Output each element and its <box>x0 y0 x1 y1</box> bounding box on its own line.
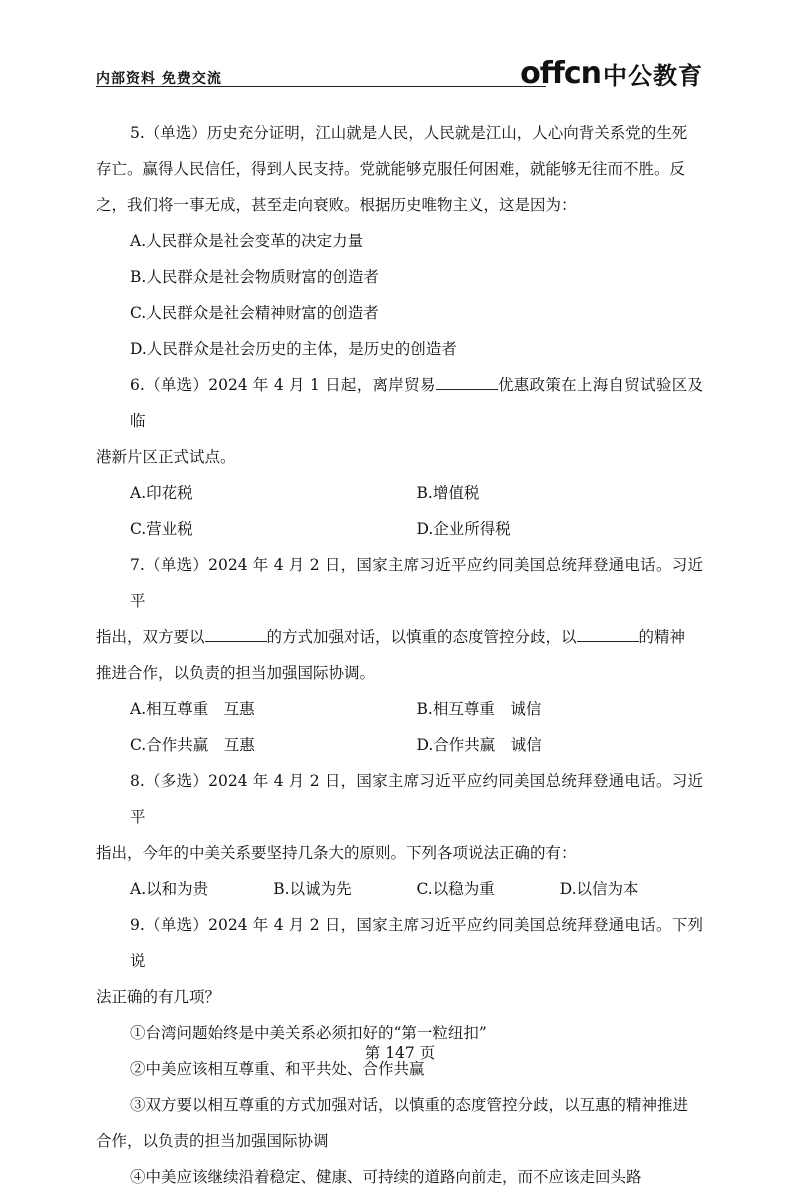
option-b: B.以诚为先 <box>273 880 352 898</box>
question-7-text-b: 的方式加强对话，以慎重的态度管控分歧，以 <box>266 628 577 646</box>
statement-4: ④中美应该继续沿着稳定、健康、可持续的道路向前走，而不应该走回头路 <box>130 1168 642 1186</box>
answer-blank <box>205 627 267 642</box>
option-c: C.以稳为重 <box>416 880 495 898</box>
logo-latin: offcn <box>520 56 601 91</box>
option-b: B.相互尊重 诚信 <box>416 700 542 718</box>
options-row <box>130 691 703 727</box>
logo-chinese: 中公教育 <box>603 62 703 90</box>
question-7 <box>96 547 703 763</box>
question-8 <box>96 763 703 907</box>
option-c: C.营业税 <box>130 520 193 538</box>
offcn-logo <box>520 56 703 91</box>
option-d: D.合作共赢 诚信 <box>416 736 542 754</box>
options-row <box>130 871 703 907</box>
question-7-text-a: 指出，双方要以 <box>96 628 205 646</box>
option-d: D.人民群众是社会历史的主体，是历史的创造者 <box>130 340 457 358</box>
question-6-line-1 <box>130 367 703 439</box>
options-row <box>130 475 703 511</box>
question-6-text-a: 6.（单选）2024 年 4 月 1 日起，离岸贸易 <box>130 376 436 394</box>
option-b: B.增值税 <box>416 484 480 502</box>
options-row <box>130 727 703 763</box>
option-b: B.人民群众是社会物质财富的创造者 <box>130 268 379 286</box>
question-5-line-2: 存亡。赢得人民信任，得到人民支持。党就能够克服任何困难，就能够无往而不胜。反 <box>96 160 686 178</box>
option-d: D.以信为本 <box>559 880 639 898</box>
options-row <box>130 511 703 547</box>
option-c: C.合作共赢 互惠 <box>130 736 255 754</box>
question-7-line-2 <box>96 619 703 655</box>
question-9-line-2: 法正确的有几项？ <box>96 988 221 1006</box>
question-7-text-c: 的精神 <box>638 628 686 646</box>
statement-1: ①台湾问题始终是中美关系必须扣好的“第一粒纽扣” <box>130 1024 487 1042</box>
statement-2: ②中美应该相互尊重、和平共处、合作共赢 <box>130 1060 425 1078</box>
question-7-line-3: 推进合作，以负责的担当加强国际协调。 <box>96 664 376 682</box>
page-header <box>96 56 703 92</box>
statement-3-cont: 合作，以负责的担当加强国际协调 <box>96 1132 329 1150</box>
option-a: A.相互尊重 互惠 <box>130 700 255 718</box>
question-7-line-1: 7.（单选）2024 年 4 月 2 日，国家主席习近平应约同美国总统拜登通电话。习近平 <box>130 556 703 610</box>
header-label: 内部资料 免费交流 <box>96 71 222 87</box>
option-d: D.企业所得税 <box>416 520 511 538</box>
option-c: C.人民群众是社会精神财富的创造者 <box>130 304 379 322</box>
question-6 <box>96 367 703 547</box>
answer-blank <box>436 375 498 390</box>
option-a: A.以和为贵 <box>130 880 209 898</box>
question-6-text-b: 优惠政策在上海自贸试验区及临 <box>130 376 703 430</box>
question-5-line-3: 之，我们将一事无成，甚至走向衰败。根据历史唯物主义，这是因为： <box>96 196 577 214</box>
question-9-line-1: 9.（单选）2024 年 4 月 2 日，国家主席习近平应约同美国总统拜登通电话。下列说 <box>130 916 703 970</box>
page-number: 第 147 页 <box>364 1044 436 1062</box>
statement-3: ③双方要以相互尊重的方式加强对话，以慎重的态度管控分歧，以互惠的精神推进 <box>130 1096 689 1114</box>
question-8-line-2: 指出，今年的中美关系要坚持几条大的原则。下列各项说法正确的有： <box>96 844 577 862</box>
question-5 <box>96 115 703 367</box>
option-a: A.印花税 <box>130 484 193 502</box>
question-5-line-1: 5.（单选）历史充分证明，江山就是人民，人民就是江山，人心向背关系党的生死 <box>130 124 688 142</box>
header-divider <box>96 86 546 87</box>
option-a: A.人民群众是社会变革的决定力量 <box>130 232 364 250</box>
question-content <box>96 115 703 1195</box>
answer-blank <box>577 627 639 642</box>
question-8-line-1: 8.（多选）2024 年 4 月 2 日，国家主席习近平应约同美国总统拜登通电话。习近平 <box>130 772 703 826</box>
question-6-line-2: 港新片区正式试点。 <box>96 448 236 466</box>
